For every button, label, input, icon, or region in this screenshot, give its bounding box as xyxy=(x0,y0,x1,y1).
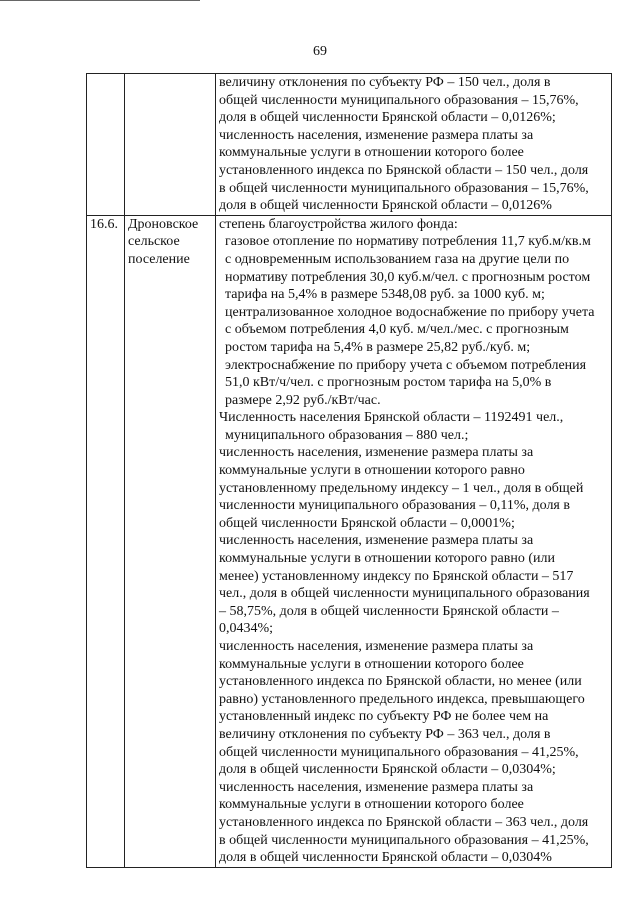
row-number: 16.6. xyxy=(90,216,118,232)
text-line: доля в общей численности Брянской области – 0,0304%; xyxy=(219,762,556,778)
municipality-name-line: Дроновское xyxy=(128,216,199,232)
text-line: с объемом потребления 4,0 куб. м/чел./мес. с прогнозным xyxy=(225,322,569,338)
text-line: установленного индекса по Брянской области, но менее (или xyxy=(219,674,582,690)
table-row-continuation xyxy=(87,74,612,216)
text-line: – 58,75%, доля в общей численности Брянской области – xyxy=(219,603,559,619)
text-line: величину отклонения по субъекту РФ – 150 чел., доля в xyxy=(219,75,551,90)
document-table xyxy=(86,73,612,868)
text-line: тарифа на 5,4% в размере 5348,08 руб. за 1000 куб. м; xyxy=(225,287,545,303)
text-line: доля в общей численности Брянской области – 0,0126% xyxy=(219,198,552,214)
text-line: нормативу потребления 30,0 куб.м/чел. с прогнозным ростом xyxy=(225,269,591,285)
text-line: величину отклонения по субъекту РФ – 363 чел., доля в xyxy=(219,726,551,742)
text-line: численность населения, изменение размера платы за xyxy=(219,445,534,461)
text-line: коммунальные услуги в отношении которого более xyxy=(219,145,524,161)
text-line: равно) установленного предельного индекса, превышающего xyxy=(219,691,585,707)
municipality-name-line: поселение xyxy=(128,251,190,267)
text-line: общей численности Брянской области – 0,0001%; xyxy=(219,515,515,531)
text-line: в общей численности муниципального образования – 15,76%, xyxy=(219,180,589,196)
municipality-name-line: сельское xyxy=(128,234,180,250)
text-line: менее) установленному индексу по Брянской области – 517 xyxy=(219,568,574,584)
text-line: установленный индекс по субъекту РФ не более чем на xyxy=(219,709,549,725)
text-line: газовое отопление по нормативу потребления 11,7 куб.м/кв.м xyxy=(225,234,591,250)
row-description-cell xyxy=(216,215,612,867)
text-line: в общей численности муниципального образования – 41,25%, xyxy=(219,832,589,848)
text-line: общей численности муниципального образования – 41,25%, xyxy=(219,744,579,760)
text-line: ростом тарифа на 5,4% в размере 25,82 руб./куб. м; xyxy=(225,339,531,355)
text-line: численности муниципального образования – 0,11%, доля в xyxy=(219,498,570,514)
text-line: численность населения, изменение размера платы за xyxy=(219,127,534,143)
text-line: коммунальные услуги в отношении которого более xyxy=(219,656,524,672)
text-line: электроснабжение по прибору учета с объемом потребления xyxy=(225,357,587,373)
text-line: размере 2,92 руб./кВт/час. xyxy=(225,392,381,408)
text-line: коммунальные услуги в отношении которого равно (или xyxy=(219,551,555,567)
header-rule xyxy=(0,0,200,1)
text-line: численность населения, изменение размера платы за xyxy=(219,639,534,654)
text-line: установленного индекса по Брянской области – 363 чел., доля xyxy=(219,814,589,830)
text-line: чел., доля в общей численности муниципального образования xyxy=(219,586,590,602)
text-line: численность населения, изменение размера платы за xyxy=(219,779,534,795)
text-line: установленного индекса по Брянской области – 150 чел., доля xyxy=(219,162,589,178)
text-line: с одновременным использованием газа на другие цели по xyxy=(225,251,570,267)
page-number: 69 xyxy=(313,44,327,59)
text-line: доля в общей численности Брянской области – 0,0304% xyxy=(219,850,552,866)
text-line: общей численности муниципального образования – 15,76%, xyxy=(219,92,579,108)
municipality-name-cell xyxy=(125,74,216,216)
table-row-16-6 xyxy=(87,215,612,867)
text-line: степень благоустройства жилого фонда: xyxy=(219,216,458,232)
text-line: Численность населения Брянской области – 1192491 чел., xyxy=(219,410,564,426)
text-line: доля в общей численности Брянской области – 0,0126%; xyxy=(219,110,556,126)
row-number-cell xyxy=(87,215,125,867)
text-line: численность населения, изменение размера платы за xyxy=(219,533,534,549)
text-line: муниципального образования – 880 чел.; xyxy=(225,427,469,443)
text-line: централизованное холодное водоснабжение по прибору учета xyxy=(225,304,595,320)
row-description-cell xyxy=(216,74,612,216)
row-number-cell xyxy=(87,74,125,216)
text-line: коммунальные услуги в отношении которого равно xyxy=(219,463,525,479)
text-line: 0,0434%; xyxy=(219,621,274,637)
text-line: установленному предельному индексу – 1 чел., доля в общей xyxy=(219,480,584,496)
text-line: 51,0 кВт/ч/чел. с прогнозным ростом тарифа на 5,0% в xyxy=(225,375,552,391)
municipality-name-cell xyxy=(125,215,216,867)
text-line: коммунальные услуги в отношении которого более xyxy=(219,797,524,813)
